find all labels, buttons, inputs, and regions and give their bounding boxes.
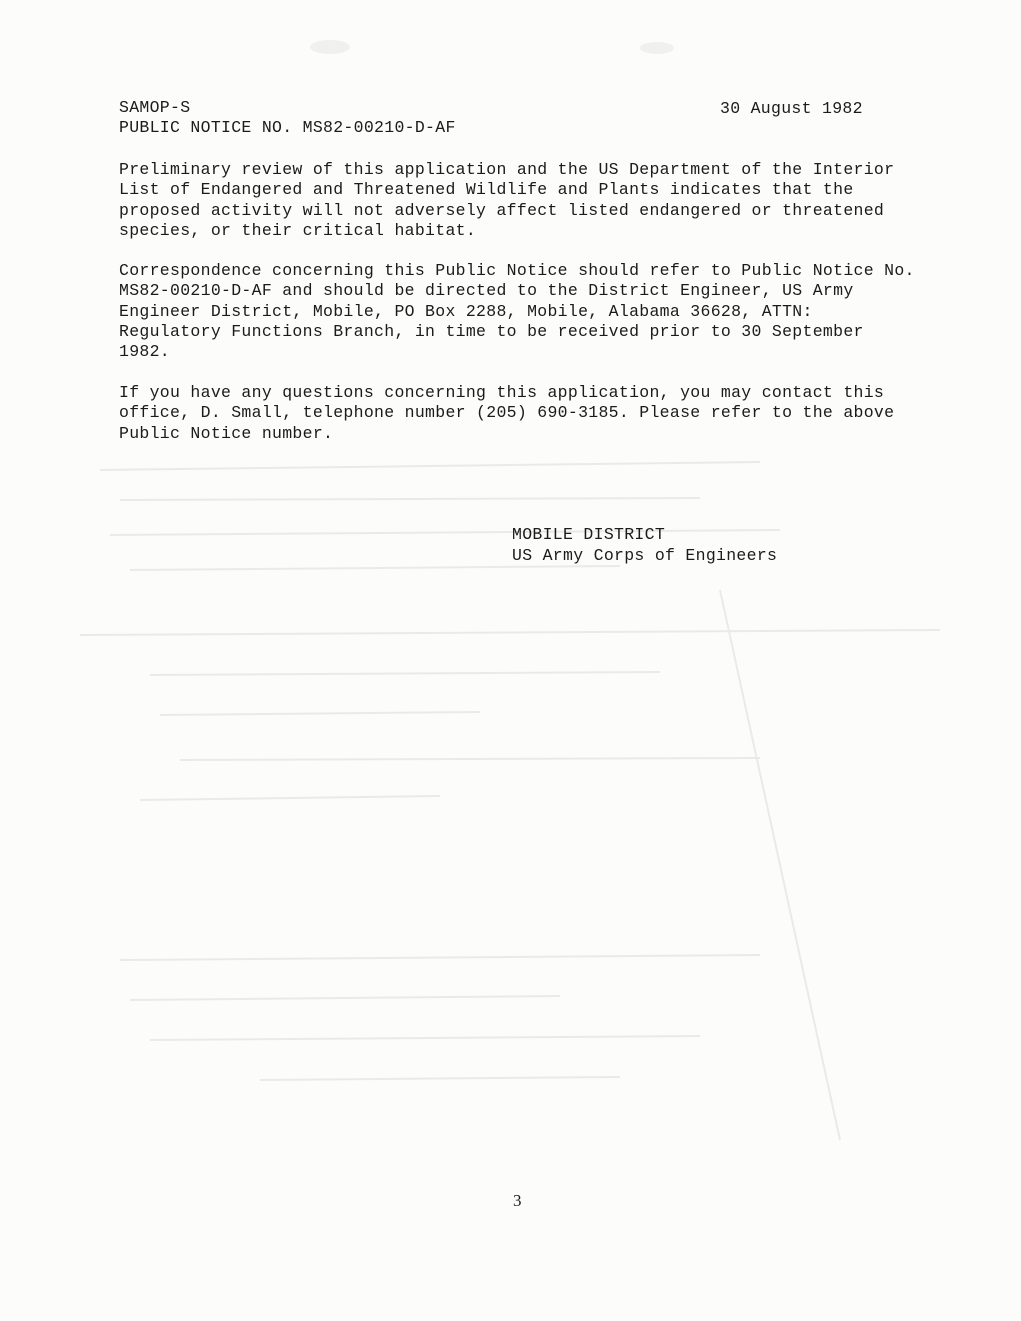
scan-smudge	[640, 42, 674, 54]
signature-district: MOBILE DISTRICT	[512, 525, 666, 544]
paragraph-contact: If you have any questions concerning this application, you may contact this office, D. Small, telephone number (205) 690-3185. Please refer to the above Public Notice number.	[119, 383, 895, 443]
office-code: SAMOP-S	[119, 98, 191, 117]
reverse-side-bleed-through	[60, 440, 960, 1180]
paragraph-endangered-species: Preliminary review of this application and the US Department of the Interior List of Endangered and Threatened Wildlife and Plants indicates that the proposed activity will not adversely affect listed endangered or threatened species, or their critical habitat.	[119, 160, 895, 240]
paragraph-correspondence: Correspondence concerning this Public Notice should refer to Public Notice No. MS82-00210-D-AF and should be directed to the District Engineer, US Army Engineer District, Mobile, PO Box 2288, Mobile, Alabama 36628, ATTN: Regulatory Functions Branch, in time to be received prior to 30 September 1982.	[119, 261, 915, 362]
signature-agency: US Army Corps of Engineers	[512, 546, 778, 565]
notice-date: 30 August 1982	[720, 99, 863, 118]
scan-smudge	[310, 40, 350, 54]
signature-block	[512, 524, 777, 566]
notice-header	[119, 98, 456, 138]
page-number: 3	[513, 1191, 522, 1210]
public-notice-number: PUBLIC NOTICE NO. MS82-00210-D-AF	[119, 118, 456, 137]
